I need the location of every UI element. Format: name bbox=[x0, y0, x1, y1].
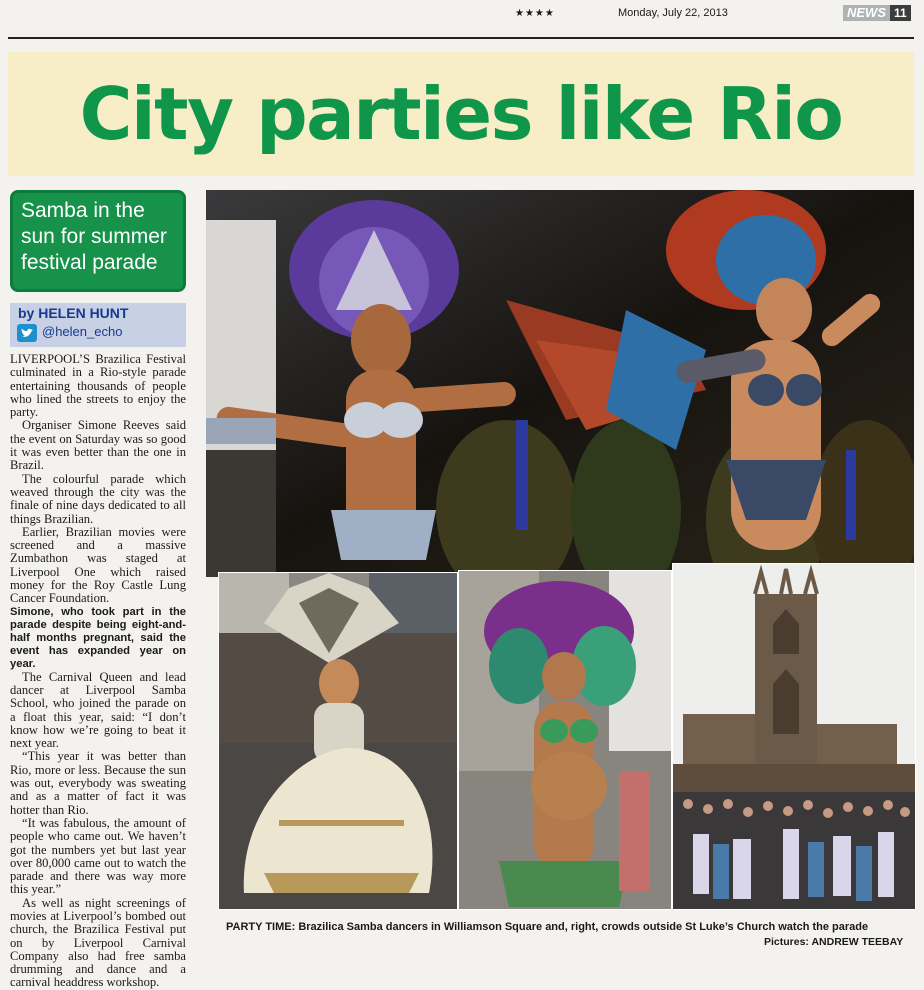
section-label: NEWS bbox=[843, 5, 890, 21]
header-rule bbox=[8, 37, 914, 39]
section-tab bbox=[843, 5, 911, 21]
article-paragraph-bold: Simone, who took part in the parade despite being eight-and-half months pregnant, said the event has expanded year on year. bbox=[10, 605, 186, 670]
standfirst-line: sun for summer bbox=[21, 225, 167, 248]
article-paragraph: The colourful parade which weaved through the city was the finale of nine days dedicated to all things Brazilian. bbox=[10, 471, 186, 526]
page-number: 11 bbox=[890, 5, 911, 21]
photo-credit: Pictures: ANDREW TEEBAY bbox=[764, 936, 904, 948]
article-paragraph: Earlier, Brazilian movies were screened and a massive Zumbathon was staged at Liverpool One which raised money for the Roy Castle Lung Cancer Foundation. bbox=[10, 524, 186, 606]
twitter-handle: @helen_echo bbox=[42, 324, 123, 339]
article-paragraph: Organiser Simone Reeves said the event on Saturday was so good it was even better than the one in Brazil. bbox=[10, 418, 186, 473]
photo-samba-dancer bbox=[458, 570, 672, 910]
article-paragraph: “This year it was better than Rio, more or less. Because the sun was out, everybody was sweating and as a matter of fact it was hotter than Rio. bbox=[10, 749, 186, 817]
standfirst-line: festival parade bbox=[21, 251, 158, 274]
photo-st-lukes-church bbox=[672, 563, 916, 910]
article-paragraph: “It was fabulous, the amount of people who came out. We haven’t got the numbers yet but last year over 80,000 came out to watch the parade and there was way more this year.” bbox=[10, 815, 186, 897]
photo-samba-dancers bbox=[206, 190, 914, 577]
issue-date: Monday, July 22, 2013 bbox=[618, 7, 728, 19]
standfirst-line: Samba in the bbox=[21, 199, 145, 222]
photo-carnival-queen bbox=[218, 572, 458, 910]
standfirst-box bbox=[10, 190, 186, 292]
rating-stars: ★★★★ bbox=[515, 8, 555, 19]
twitter-bird-icon bbox=[17, 324, 37, 342]
article-paragraph: LIVERPOOL’S Brazilica Festival culminated in a Rio-style parade entertaining thousands of people who lined the streets to enjoy the party. bbox=[10, 352, 186, 420]
article-paragraph: As well as night screenings of movies at Liverpool’s bombed out church, the Brazilica Festival put on by Liverpool Carnival Company also had free samba drumming and dance and a carnival headdress workshop. bbox=[10, 895, 186, 990]
article-body bbox=[10, 353, 186, 990]
article-paragraph: The Carnival Queen and lead dancer at Liverpool Samba School, who joined the parade on a float this year, said: “I don’t know how we’re going to beat it next year. bbox=[10, 669, 186, 751]
headline: City parties like Rio bbox=[79, 72, 843, 156]
photo-caption: PARTY TIME: Brazilica Samba dancers in Williamson Square and, right, crowds outside St Luke’s Church watch the parade bbox=[226, 921, 869, 933]
byline-name: by HELEN HUNT bbox=[18, 305, 129, 321]
